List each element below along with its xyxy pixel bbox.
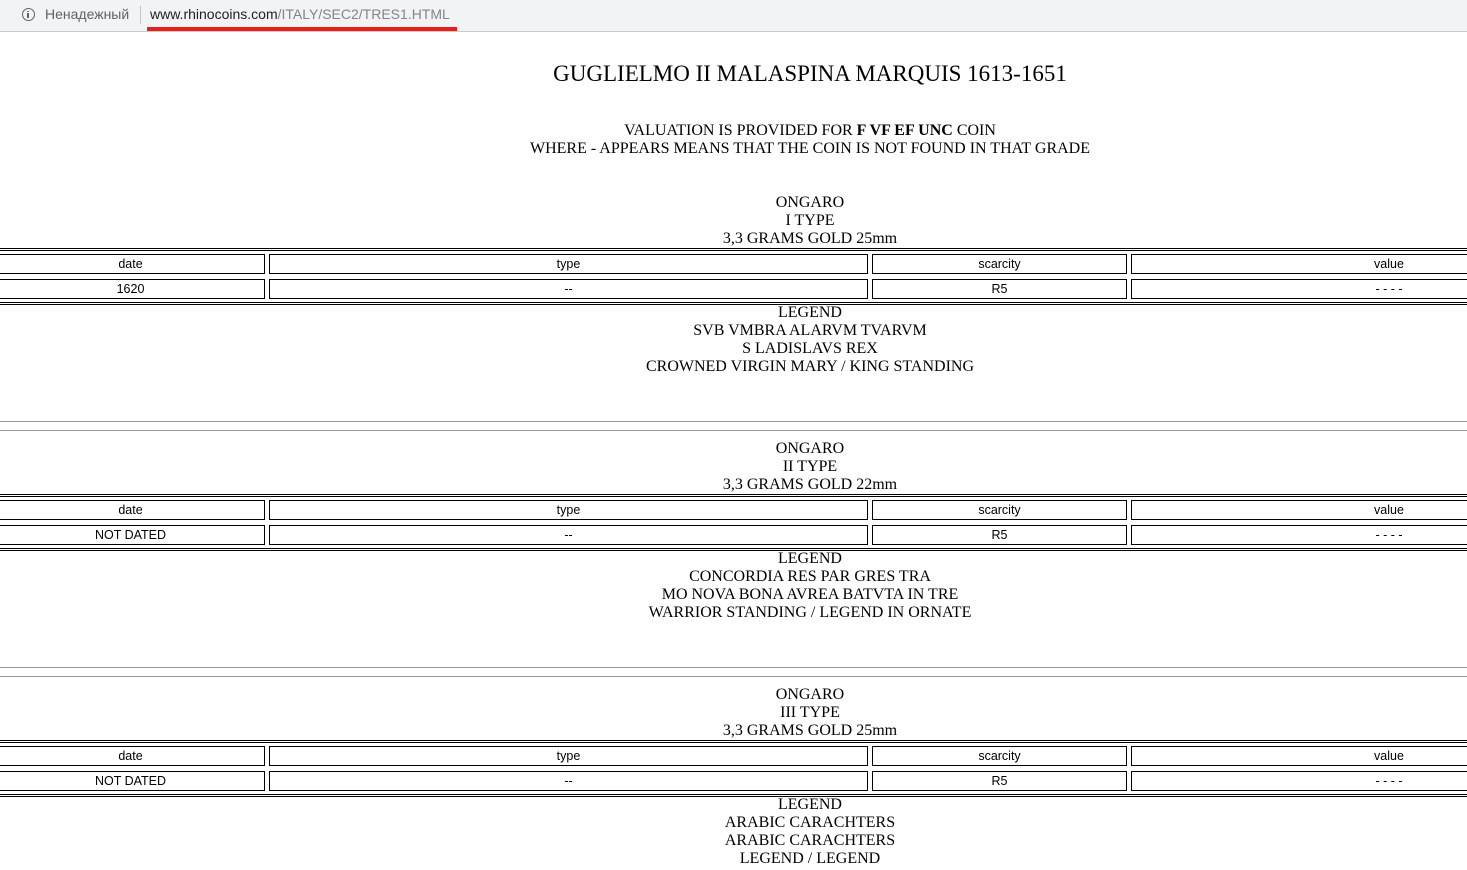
address-bar-divider xyxy=(140,6,141,24)
legend-title: LEGEND xyxy=(778,304,842,321)
row-type: -- xyxy=(269,279,868,299)
valuation-suffix: COIN xyxy=(952,122,996,139)
header-value-label: value xyxy=(1374,257,1404,271)
header-value xyxy=(1131,746,1467,766)
coin-legend xyxy=(0,304,1467,376)
table-top-rule xyxy=(0,248,1467,251)
coin-section-2 xyxy=(0,440,1467,686)
legend-line: SVB VMBRA ALARVM TVARVM xyxy=(693,322,927,339)
coin-specs: 3,3 GRAMS GOLD 25mm xyxy=(722,722,898,739)
legend-line: CONCORDIA RES PAR GRES TRA xyxy=(689,568,931,585)
row-scarcity: R5 xyxy=(872,771,1127,791)
header-type: type xyxy=(269,500,868,520)
valuation-grades-line xyxy=(0,122,1467,140)
row-type: -- xyxy=(269,771,868,791)
coin-specs: 3,3 GRAMS GOLD 25mm xyxy=(722,230,898,247)
coin-header xyxy=(0,440,1467,494)
row-date: 1620 xyxy=(0,279,265,299)
section-divider xyxy=(0,676,1467,677)
row-value-label: - - - - xyxy=(1375,774,1403,788)
header-value-label: value xyxy=(1374,503,1404,517)
legend-line: LEGEND / LEGEND xyxy=(739,850,881,867)
info-icon[interactable] xyxy=(22,8,35,21)
section-divider xyxy=(0,430,1467,431)
table-top-rule xyxy=(0,740,1467,743)
coin-type-name: II TYPE xyxy=(782,458,838,475)
coin-section-1 xyxy=(0,194,1467,440)
header-value xyxy=(1131,500,1467,520)
row-value-label: - - - - xyxy=(1375,528,1403,542)
page-title: GUGLIELMO II MALASPINA MARQUIS 1613-1651 xyxy=(553,61,1067,86)
header-scarcity: scarcity xyxy=(872,500,1127,520)
header-value xyxy=(1131,254,1467,274)
coin-denomination: ONGARO xyxy=(775,686,845,703)
coin-header xyxy=(0,686,1467,740)
section-divider xyxy=(0,667,1467,668)
valuation-note: WHERE - APPEARS MEANS THAT THE COIN IS NOT FOUND IN THAT GRADE xyxy=(529,140,1091,157)
legend-line: ARABIC CARACHTERS xyxy=(724,814,896,831)
valuation-grades: F VF EF UNC xyxy=(856,122,953,139)
row-type: -- xyxy=(269,525,868,545)
coin-legend xyxy=(0,796,1467,868)
row-value xyxy=(1131,279,1467,299)
coin-denomination: ONGARO xyxy=(775,440,845,457)
row-date: NOT DATED xyxy=(0,525,265,545)
coin-type-name: III TYPE xyxy=(780,704,840,721)
legend-title: LEGEND xyxy=(778,550,842,567)
address-bar[interactable] xyxy=(0,0,1467,32)
header-scarcity: scarcity xyxy=(872,746,1127,766)
row-scarcity: R5 xyxy=(872,525,1127,545)
url-highlight-underline xyxy=(147,27,457,31)
coin-specs: 3,3 GRAMS GOLD 22mm xyxy=(722,476,898,493)
url-field[interactable] xyxy=(150,6,450,23)
table-top-rule xyxy=(0,494,1467,497)
legend-line: MO NOVA BONA AVREA BATVTA IN TRE xyxy=(661,586,959,603)
legend-line: ARABIC CARACHTERS xyxy=(724,832,896,849)
legend-line: WARRIOR STANDING / LEGEND IN ORNATE xyxy=(648,604,972,621)
row-value xyxy=(1131,771,1467,791)
legend-line: CROWNED VIRGIN MARY / KING STANDING xyxy=(645,358,975,375)
valuation-prefix: VALUATION IS PROVIDED FOR xyxy=(624,122,857,139)
security-status-label[interactable]: Ненадежный xyxy=(45,6,130,22)
header-type: type xyxy=(269,746,868,766)
url-path: /ITALY/SEC2/TRES1.HTML xyxy=(277,6,450,22)
coin-header xyxy=(0,194,1467,248)
row-value-label: - - - - xyxy=(1375,282,1403,296)
coin-legend xyxy=(0,550,1467,622)
row-scarcity: R5 xyxy=(872,279,1127,299)
valuation-intro xyxy=(0,122,1467,158)
url-host: www.rhinocoins.com xyxy=(150,6,278,22)
header-value-label: value xyxy=(1374,749,1404,763)
row-value xyxy=(1131,525,1467,545)
coin-type-name: I TYPE xyxy=(785,212,835,229)
header-type: type xyxy=(269,254,868,274)
section-divider xyxy=(0,421,1467,422)
coin-denomination: ONGARO xyxy=(775,194,845,211)
header-date: date xyxy=(0,254,265,274)
header-date: date xyxy=(0,500,265,520)
header-date: date xyxy=(0,746,265,766)
row-date: NOT DATED xyxy=(0,771,265,791)
coin-section-3 xyxy=(0,686,1467,870)
header-scarcity: scarcity xyxy=(872,254,1127,274)
legend-line: S LADISLAVS REX xyxy=(742,340,878,357)
legend-title: LEGEND xyxy=(778,796,842,813)
